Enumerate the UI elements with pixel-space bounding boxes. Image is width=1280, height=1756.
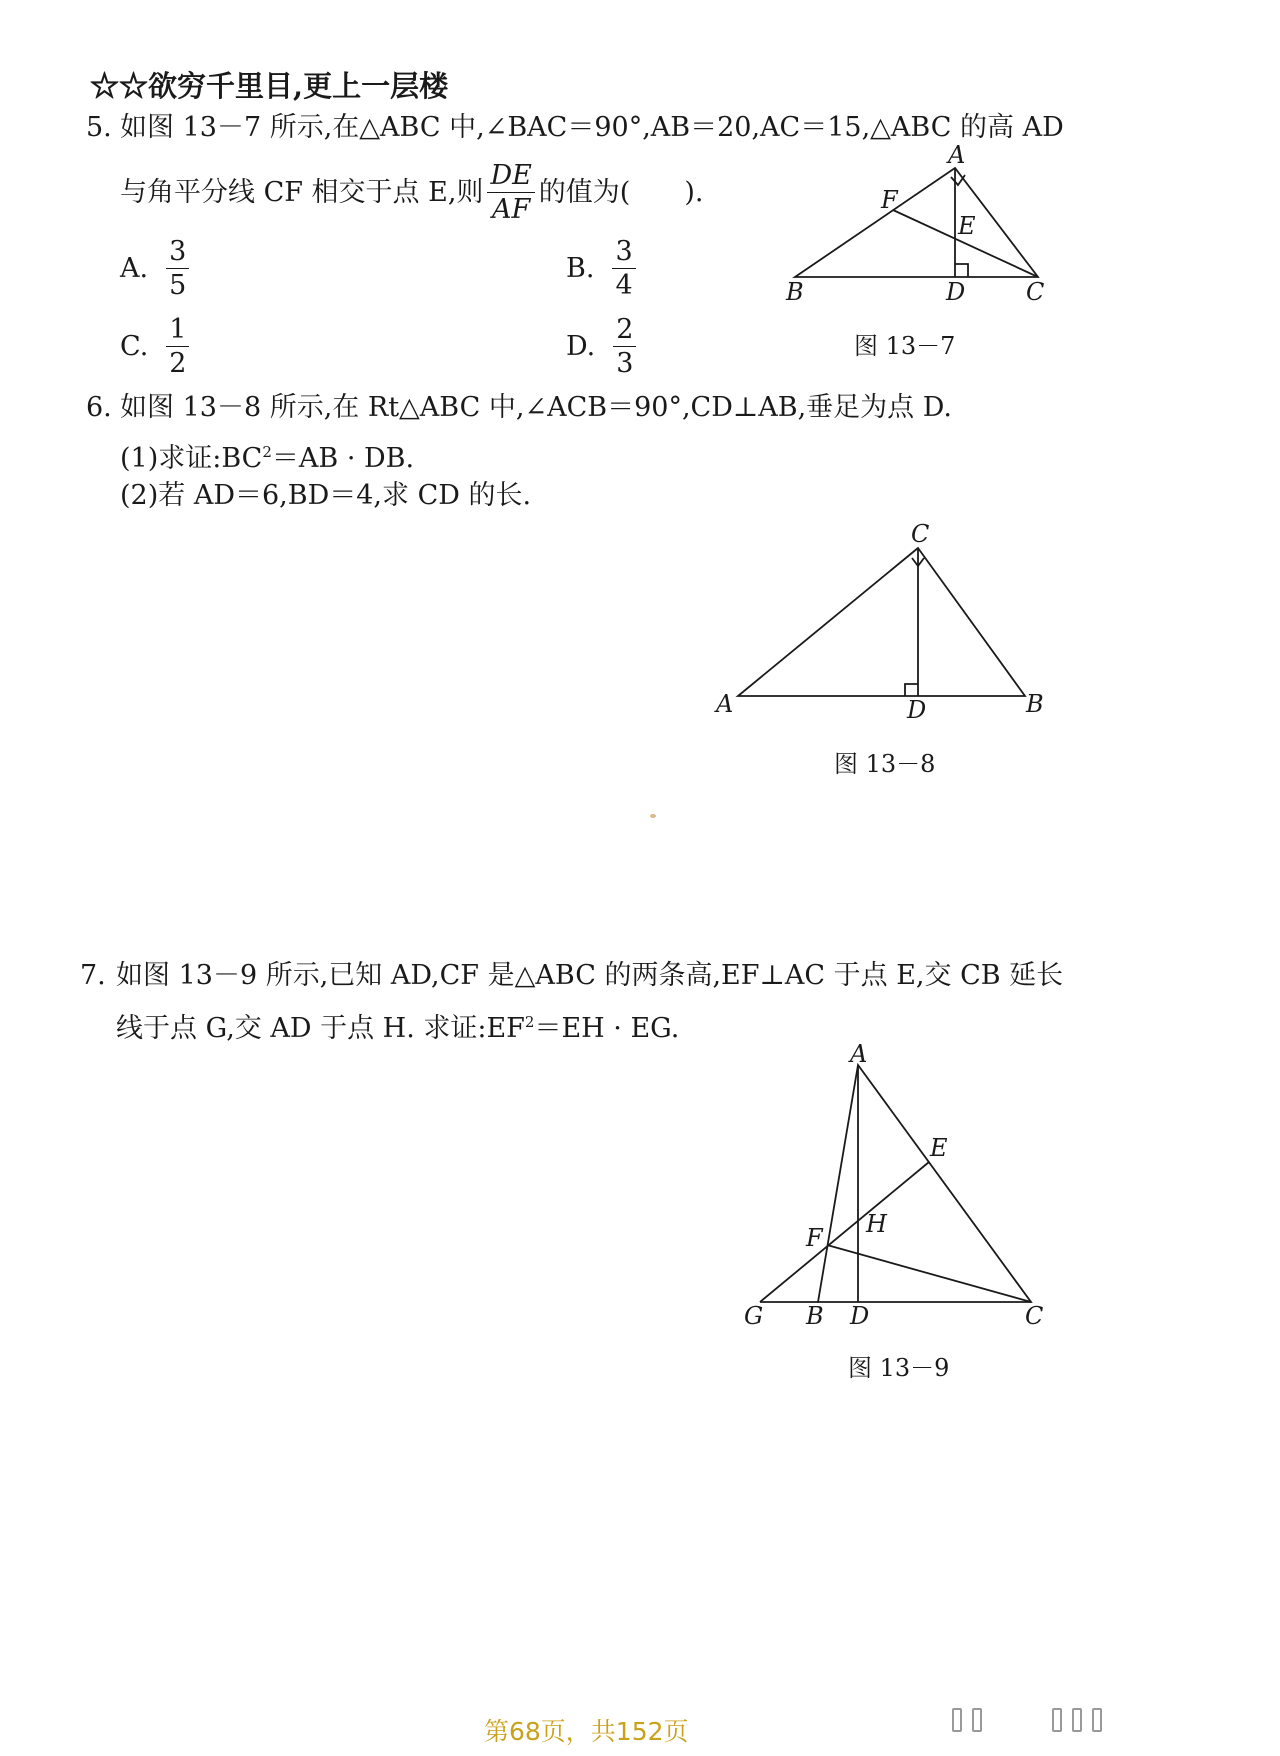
choice-num: 1 bbox=[166, 316, 189, 347]
label-h: H bbox=[866, 1210, 887, 1238]
figure-13-8 bbox=[710, 518, 1050, 728]
q5-choice-c bbox=[120, 316, 193, 377]
choice-den: 3 bbox=[616, 348, 634, 379]
label-b: B bbox=[806, 1302, 824, 1330]
q6-part1-b: ＝AB · DB. bbox=[271, 443, 415, 474]
q7-line2-b: ＝EH · EG. bbox=[534, 1013, 680, 1044]
section-title: 欲穷千里目,更上一层楼 bbox=[148, 69, 449, 103]
q6-part1-a: (1)求证:BC bbox=[120, 443, 263, 474]
figure-13-7 bbox=[780, 140, 1070, 320]
caption-13-9: 图 13－9 bbox=[848, 1354, 950, 1382]
caption-13-8: 图 13－8 bbox=[834, 750, 936, 778]
q7-line2-a: 线于点 G,交 AD 于点 H. 求证:EF bbox=[116, 1013, 525, 1044]
q7-line1: 如图 13－9 所示,已知 AD,CF 是△ABC 的两条高,EF⊥AC 于点 E,交 CB 延长 bbox=[116, 960, 1064, 991]
q5-line2 bbox=[120, 162, 703, 223]
choice-fraction bbox=[613, 316, 636, 377]
q5-line2-before: 与角平分线 CF 相交于点 E,则 bbox=[120, 176, 484, 208]
choice-den: 2 bbox=[169, 348, 187, 379]
q5-fraction-den: AF bbox=[492, 194, 531, 225]
label-a: A bbox=[716, 690, 734, 718]
label-d: D bbox=[946, 278, 966, 306]
caption-13-7: 图 13－7 bbox=[854, 332, 956, 360]
q7-line2-sup: 2 bbox=[524, 1013, 535, 1031]
label-a: A bbox=[850, 1040, 868, 1068]
q6-part2: (2)若 AD＝6,BD＝4,求 CD 的长. bbox=[120, 480, 532, 511]
q7-line2 bbox=[116, 1006, 679, 1045]
handle-icon bbox=[1052, 1708, 1062, 1732]
q5-choice-a bbox=[120, 238, 193, 299]
choice-fraction bbox=[166, 238, 189, 299]
label-a: A bbox=[948, 141, 966, 169]
label-g: G bbox=[744, 1302, 764, 1330]
label-c: C bbox=[911, 520, 930, 548]
q5-line2-after: 的值为( ). bbox=[538, 176, 704, 208]
choice-label: C. bbox=[120, 331, 149, 362]
choice-num: 3 bbox=[166, 238, 189, 269]
triangle-abc bbox=[738, 548, 1025, 696]
q6-part1 bbox=[120, 436, 414, 475]
figure-13-9 bbox=[730, 1040, 1060, 1340]
q5-line1: 如图 13－7 所示,在△ABC 中,∠BAC＝90°,AB＝20,AC＝15,△ABC 的高 AD bbox=[120, 112, 1064, 143]
handle-icon bbox=[1092, 1708, 1102, 1732]
label-c: C bbox=[1026, 278, 1045, 306]
handle-icon bbox=[952, 1708, 962, 1732]
page-scroll-handles bbox=[952, 1708, 1102, 1732]
label-f: F bbox=[881, 186, 898, 214]
choice-den: 4 bbox=[615, 270, 633, 301]
choice-num: 3 bbox=[612, 238, 635, 269]
star-icons: ☆☆ bbox=[90, 69, 149, 103]
q5-number: 5. bbox=[86, 112, 112, 143]
label-d: D bbox=[907, 696, 927, 724]
label-e: E bbox=[958, 212, 976, 240]
right-angle-a bbox=[951, 175, 965, 185]
choice-den: 5 bbox=[169, 270, 187, 301]
triangle-abc bbox=[818, 1065, 1031, 1302]
label-b: B bbox=[786, 278, 804, 306]
q6-number: 6. bbox=[86, 392, 112, 423]
q6-line1: 如图 13－8 所示,在 Rt△ABC 中,∠ACB＝90°,CD⊥AB,垂足为点 D. bbox=[120, 392, 953, 423]
q7-number: 7. bbox=[80, 960, 106, 991]
choice-label: A. bbox=[120, 253, 149, 284]
handle-icon bbox=[972, 1708, 982, 1732]
q5-choice-b bbox=[566, 238, 640, 299]
q5-fraction bbox=[487, 162, 534, 223]
q5-choice-d bbox=[566, 316, 640, 377]
choice-fraction bbox=[166, 316, 189, 377]
choice-label: B. bbox=[566, 253, 595, 284]
choice-label: D. bbox=[566, 331, 596, 362]
section-heading bbox=[90, 64, 448, 105]
q6-part1-sup: 2 bbox=[262, 443, 272, 461]
handle-icon bbox=[1072, 1708, 1082, 1732]
choice-fraction bbox=[612, 238, 635, 299]
label-b: B bbox=[1026, 690, 1044, 718]
label-f: F bbox=[806, 1224, 823, 1252]
right-angle-d bbox=[955, 264, 968, 277]
label-c: C bbox=[1025, 1302, 1044, 1330]
line-ge bbox=[760, 1162, 929, 1302]
label-d: D bbox=[850, 1302, 870, 1330]
right-angle-d bbox=[905, 684, 918, 696]
page-indicator: 第68页，共152页 bbox=[484, 1717, 689, 1746]
q5-fraction-num: DE bbox=[487, 162, 534, 193]
choice-num: 2 bbox=[613, 316, 636, 347]
paper-speck bbox=[650, 814, 656, 818]
label-e: E bbox=[930, 1134, 948, 1162]
